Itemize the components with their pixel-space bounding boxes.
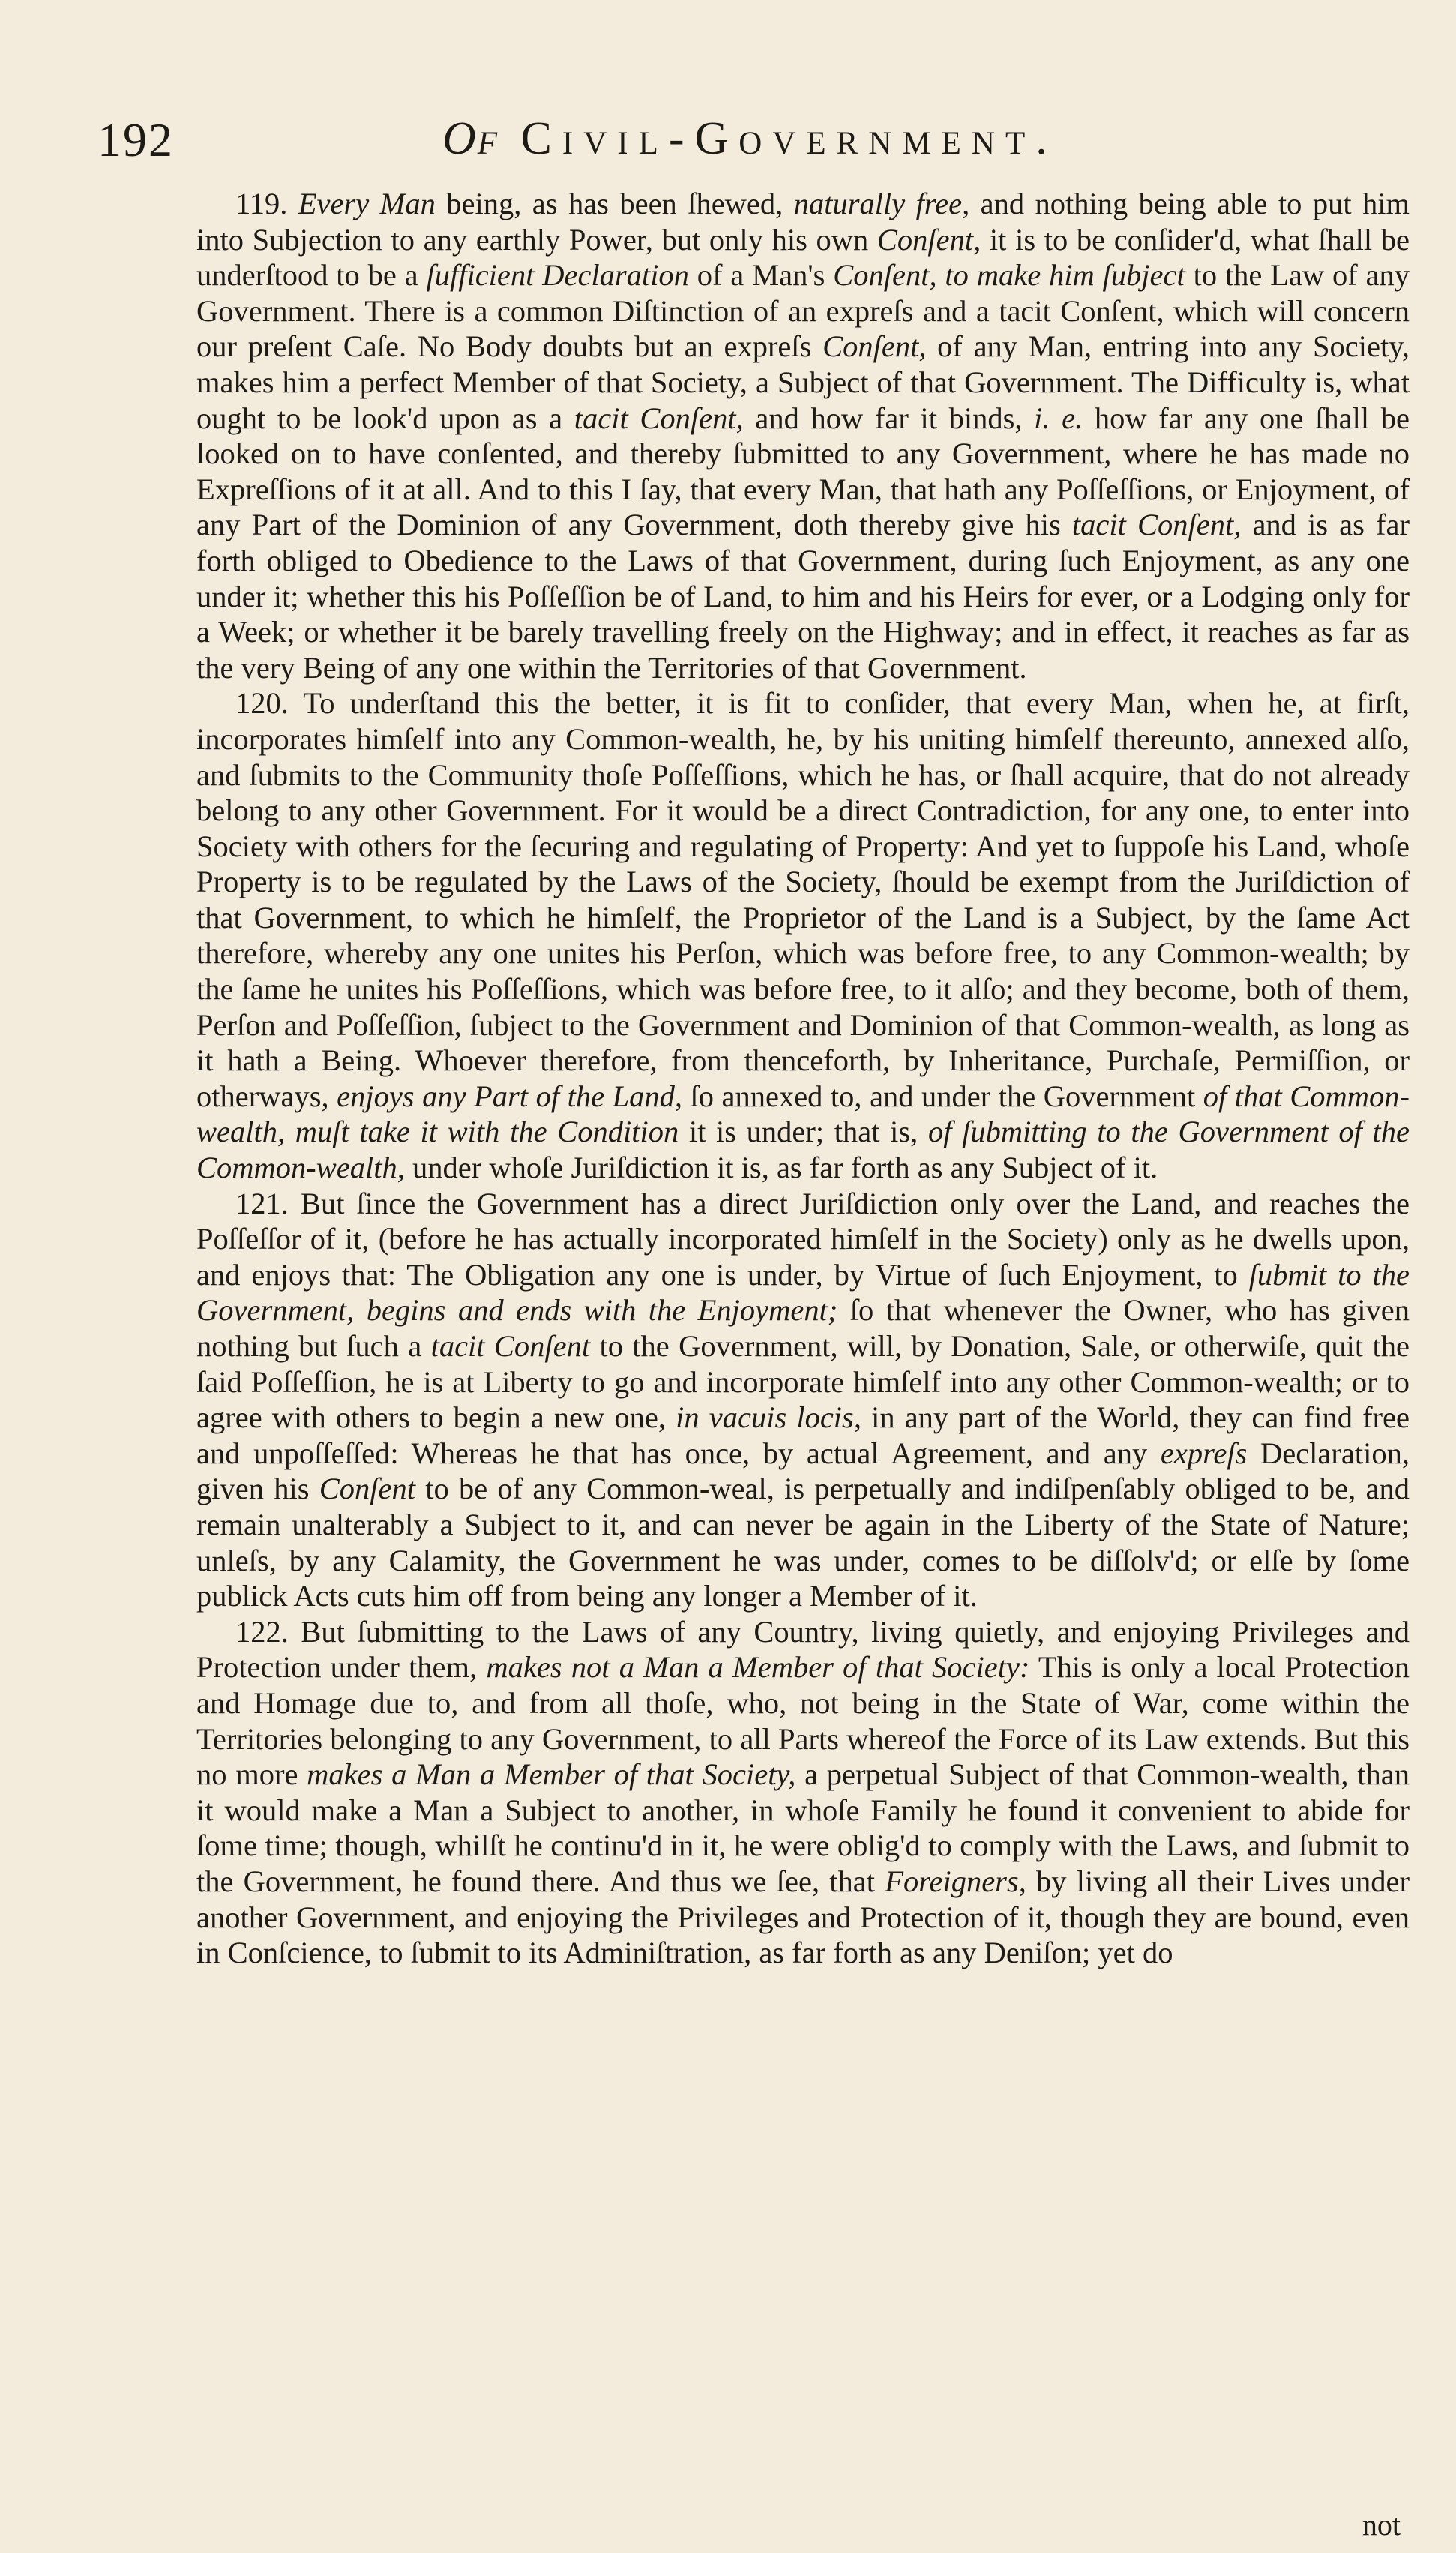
- italic-run: Conſent,: [876, 222, 981, 256]
- text-run: to the Government, will, by Donation, Sale, or otherwiſe, quit the ſaid Poſſeſſion, he is at Liberty to go and incorporate himſelf into any other Common-wealth; or to agree with others to begin a new one,: [196, 1329, 1410, 1435]
- text-run: under whoſe Juriſdiction it is, as far forth as any Subject of it.: [404, 1150, 1158, 1185]
- text-run: of any Man, entring into any Society, makes him a perfect Member of that Society, a Subject of that Government. The Difficulty is, what ought to be look'd upon as a: [196, 329, 1410, 435]
- italic-run: naturally free,: [793, 187, 970, 220]
- paragraph: [196, 186, 1410, 686]
- paragraph: [196, 1614, 1410, 1971]
- page-header: [97, 112, 1417, 180]
- italic-run: enjoys any Part of the Land,: [337, 1078, 682, 1113]
- text-run: in any part of the World, they can find free and unpoſſeſſed: Whereas he that has once, by actual Agreement, and any: [196, 1400, 1410, 1470]
- italic-run: tacit Conſent,: [574, 400, 744, 435]
- text-run: ſo that whenever the Owner, who has given nothing but ſuch a: [196, 1293, 1410, 1363]
- running-head: [442, 112, 1058, 166]
- text-run: 120. To underſtand this the better, it is fit to conſider, that every Man, when he, at firſt, incorporates himſelf into any Common-wealth, he, by his uniting himſelf thereunto, annexed alſo, and ſubmits to the Community thoſe Poſſeſſions, which he has, or ſhall acquire, that do not already belong to any other Government. For it would be a direct Contradiction, for any one, to enter into Society with others for the ſecuring and regulating of Property: And yet to ſuppoſe his Land, whoſe Property is to be regulated by the Laws of the Society, ſhould be exempt from the Juriſdiction of that Government, to which he himſelf, the Proprietor of the Land is a Subject, by the ſame Act therefore, whereby any one unites his Perſon, which was before free, to any Common-wealth; by the ſame he unites his Poſſeſſions, which was before free, to it alſo; and they become, both of them, Perſon and Poſſeſſion, ſubject to the Government and Dominion of that Common-wealth, as long as it hath a Being. Whoever therefore, from thenceforth, by Inheritance, Purchaſe, Permiſſion, or otherways,: [196, 686, 1410, 1113]
- paragraph: [196, 686, 1410, 1185]
- italic-run: makes a Man a Member of that Society,: [307, 1757, 796, 1792]
- text-run: it is to be conſider'd, what ſhall be underſtood to be a: [196, 222, 1410, 292]
- italic-run: in vacuis locis,: [676, 1400, 861, 1435]
- body-text: [196, 186, 1410, 1971]
- text-run: 119.: [235, 187, 298, 220]
- text-run: 121. But ſince the Government has a direct Juriſdiction only over the Land, and reaches the Poſſeſſor of it, (before he has actually incorporated himſelf in the Society) only as he dwells upon, and enjoys that: The Obligation any one is under, by Virtue of ſuch Enjoyment, to: [196, 1186, 1410, 1292]
- text-run: ſo annexed to, and under the Government: [682, 1078, 1203, 1113]
- catchword: not: [1362, 2508, 1401, 2542]
- italic-run: of ſubmitting to the Government of the Common-wealth,: [196, 1114, 1410, 1185]
- italic-run: expreſs: [1160, 1436, 1248, 1470]
- text-run: of a Man's: [688, 258, 834, 292]
- paragraph: [196, 1186, 1410, 1614]
- italic-run: Conſent, to make him ſubject: [833, 258, 1185, 292]
- text-run: being, as has been ſhewed,: [435, 187, 794, 220]
- text-run: Declaration, given his: [196, 1436, 1410, 1506]
- text-run: it is under; that is,: [679, 1114, 928, 1149]
- text-run: a perpetual Subject of that Common-wealth, than it would make a Man a Subject to another, in whoſe Family he found it convenient to abide for ſome time; though, whilſt he continu'd in it, he were oblig'd to comply with the Laws, and ſubmit to the Government, he found there. And thus we ſee, that: [196, 1757, 1410, 1898]
- italic-run: i. e.: [1034, 400, 1083, 435]
- text-run: to be of any Common-weal, is perpetually and indiſpenſably obliged to be, and remain unalterably a Subject to it, and can never be again in the Liberty of the State of Nature; unleſs, by any Calamity, the Government he was under, comes to be diſſolv'd; or elſe by ſome publick Acts cuts him off from being any longer a Member of it.: [196, 1472, 1410, 1613]
- running-head-title: Civil-Government.: [520, 113, 1058, 164]
- text-run: 122. But ſubmitting to the Laws of any Country, living quietly, and enjoying Privileges and Protection under them,: [196, 1614, 1410, 1684]
- italic-run: ſubmit to the Government, begins and ends with the Enjoyment;: [196, 1257, 1410, 1328]
- text-run: and is as far forth obliged to Obedience to the Laws of that Government, during ſuch Enjoyment, as any one under it; whether this his Poſſeſſion be of Land, to him and his Heirs for ever, or a Lodging only for a Week; or whether it be barely travelling freely on the Highway; and in effect, it reaches as far as the very Being of any one within the Territories of that Government.: [196, 508, 1410, 685]
- italic-run: makes not a Man a Member of that Society:: [486, 1650, 1030, 1684]
- italic-run: tacit Conſent,: [1071, 508, 1242, 542]
- italic-run: Conſent,: [822, 329, 927, 364]
- text-run: and nothing being able to put him into Subjection to any earthly Power, but only his own: [196, 187, 1410, 256]
- page-number: 192: [97, 113, 174, 166]
- text-run: how far any one ſhall be looked on to have conſented, and thereby ſubmitted to any Government, where he has made no Expreſſions of it at all. And to this I ſay, that every Man, that hath any Poſſeſſions, or Enjoyment, of any Part of the Dominion of any Government, doth thereby give his: [196, 400, 1410, 542]
- running-head-of: Of: [442, 113, 499, 164]
- italic-run: Every Man: [298, 187, 436, 220]
- italic-run: ſufficient Declaration: [426, 258, 689, 292]
- italic-run: Conſent: [319, 1472, 415, 1506]
- text-run: This is only a local Protection and Homage due to, and from all thoſe, who, not being in the State of War, come within the Territories belonging to any Government, to all Parts whereof the Force of its Law extends. But this no more: [196, 1650, 1410, 1792]
- text-run: and how far it binds,: [743, 400, 1035, 435]
- text-run: to the Law of any Government. There is a common Diſtinction of an expreſs and a tacit Conſent, which will concern our preſent Caſe. No Body doubts but an expreſs: [196, 258, 1410, 364]
- italic-run: of that Common-wealth, muſt take it with the Condition: [196, 1078, 1410, 1149]
- text-run: by living all their Lives under another Government, and enjoying the Privileges and Protection of it, though they are bound, even in Conſcience, to ſubmit to its Adminiſtration, as far forth as any Deniſon; yet do: [196, 1864, 1410, 1970]
- italic-run: tacit Conſent: [430, 1329, 591, 1363]
- italic-run: Foreigners,: [885, 1864, 1026, 1898]
